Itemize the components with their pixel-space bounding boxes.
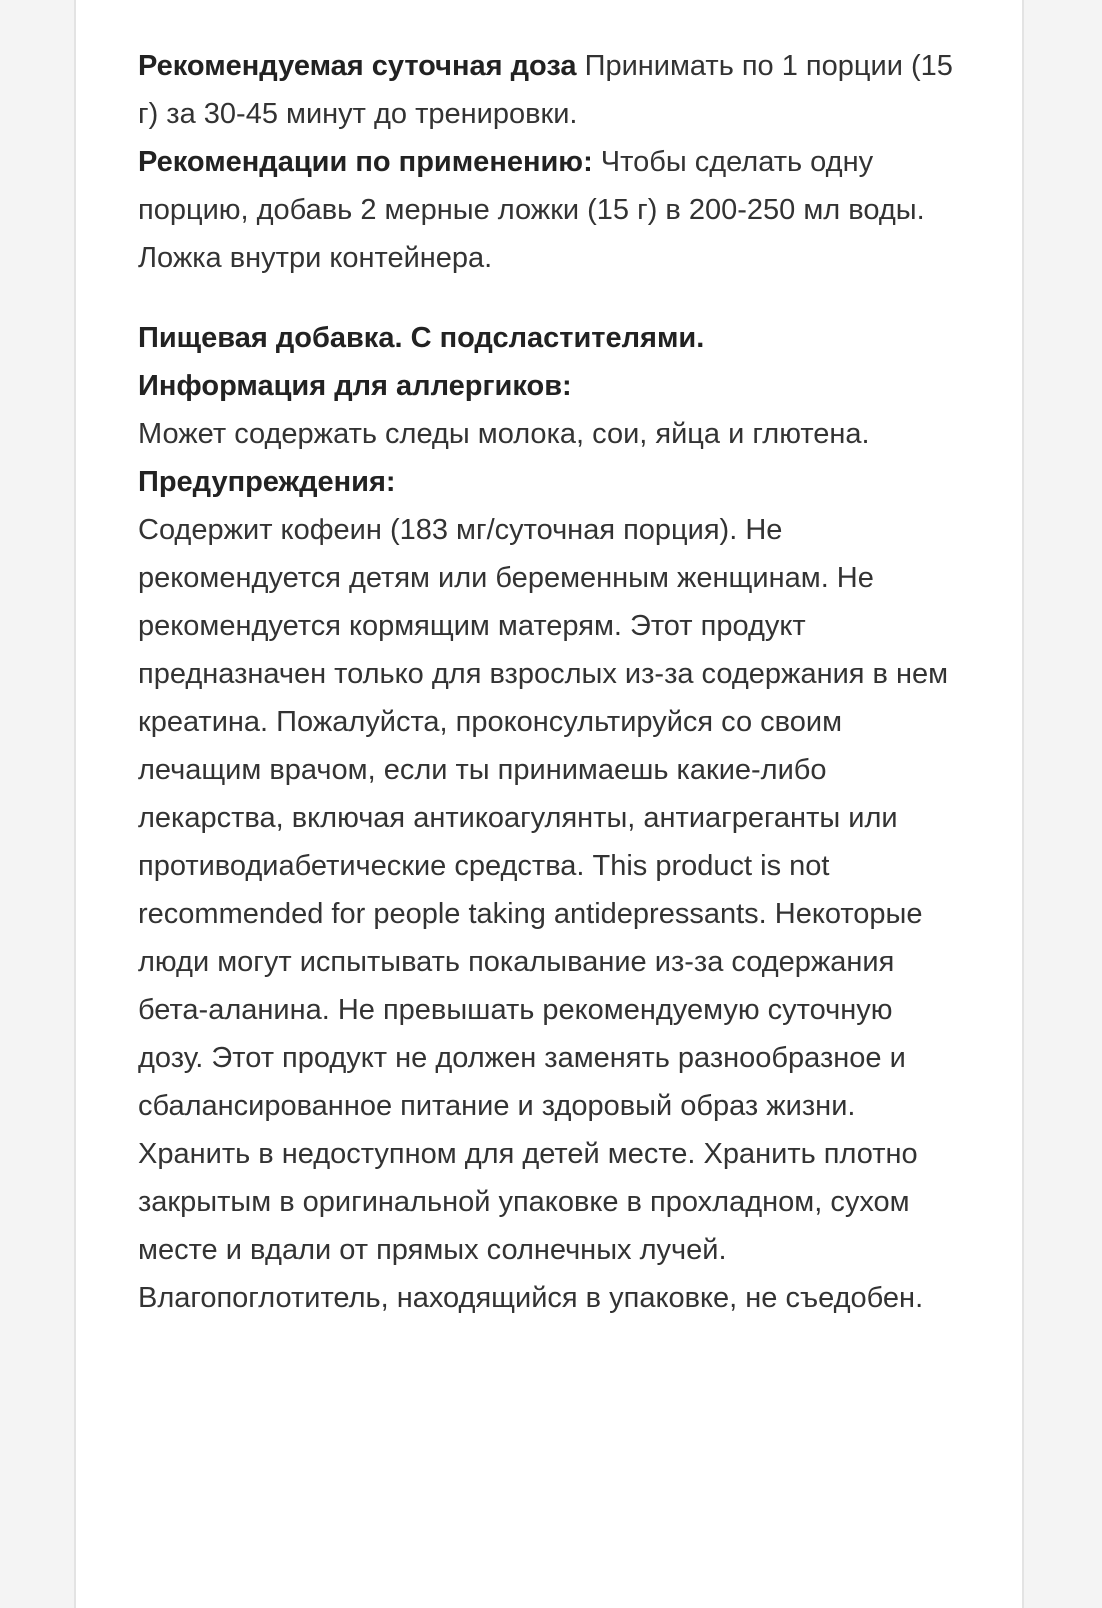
supplement-title: Пищевая добавка. С подсластителями. bbox=[138, 322, 705, 354]
allergy-info-label: Информация для аллергиков: bbox=[138, 370, 572, 402]
product-info-card bbox=[74, 0, 1024, 1608]
daily-dose-text: Принимать по 1 порции (15 г) за 30-45 минут до тренировки. bbox=[138, 50, 953, 130]
section-spacer bbox=[138, 282, 958, 314]
daily-dose-paragraph bbox=[138, 42, 958, 138]
warnings-text: Содержит кофеин (183 мг/суточная порция). Не рекомендуется детям или беременным женщинам. Не рекомендуется кормящим матерям. Этот продукт предназначен только для взрослых из-за содержания в нем креатина. Пожалуйста, проконсультируйся со своим лечащим врачом, если ты принимаешь какие-либо лекарства, включая антикоагулянты, антиагреганты или противодиабетические средства. This product is not recommended for people taking antidepressants. Некоторые люди могут испытывать покалывание из-за содержания бета-аланина. Не превышать рекомендуемую суточную дозу. Этот продукт не должен заменять разнообразное и сбалансированное питание и здоровый образ жизни. Хранить в недоступном для детей месте. Хранить плотно закрытым в оригинальной упаковке в прохладном, сухом месте и вдали от прямых солнечных лучей. Влагопоглотитель, находящийся в упаковке, не съедобен. bbox=[138, 514, 949, 1314]
warnings-label: Предупреждения: bbox=[138, 466, 396, 498]
allergy-info-text: Может содержать следы молока, сои, яйца и глютена. bbox=[138, 418, 870, 450]
usage-recommendations-text: Чтобы сделать одну порцию, добавь 2 мерные ложки (15 г) в 200-250 мл воды. Ложка внутри контейнера. bbox=[138, 146, 925, 274]
product-info-content bbox=[138, 42, 958, 1322]
usage-recommendations-paragraph bbox=[138, 138, 958, 282]
usage-recommendations-label: Рекомендации по применению: bbox=[138, 146, 593, 178]
daily-dose-label: Рекомендуемая суточная доза bbox=[138, 50, 577, 82]
